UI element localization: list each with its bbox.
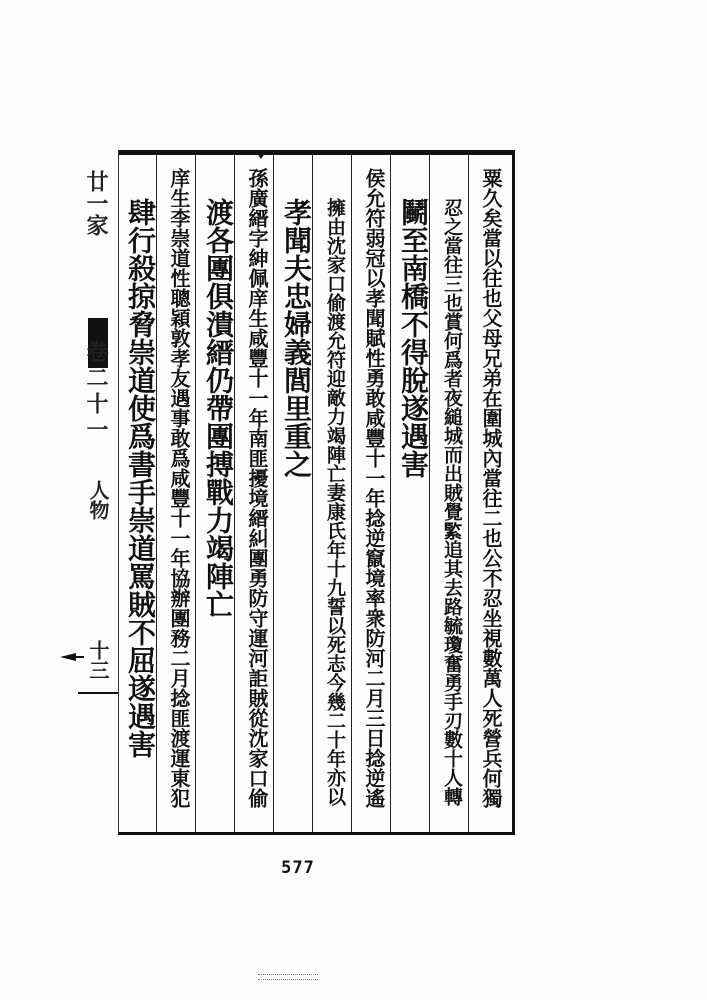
fold-volume: 卷二十一 [83, 340, 109, 444]
text-column-3: 鬭至南橋不得脫遂遇害 [397, 198, 430, 478]
text-column-9: 庠生李崇道性聰穎敦孝友遇事敢爲咸豐十一年協辦團務二月捻匪渡運東犯 [167, 168, 191, 808]
fold-page-label: 十三 [86, 640, 110, 680]
frame-top-border [90, 150, 515, 155]
fold-arrow-icon [60, 652, 84, 662]
footer-scan-mark [258, 974, 318, 980]
column-marker-icon [255, 150, 267, 159]
frame-bottom-border [78, 832, 513, 835]
fold-title: 廿一家 [83, 170, 109, 236]
frame-right-border [512, 150, 515, 835]
text-column-7: 孫廣縉字紳佩庠生咸豐十一年南匪擾境縉糾團勇防守運河詎賊從沈家口偷 [245, 168, 269, 808]
text-column-2: 忍之當往三也賞何爲者夜縋城而出賊覺𦂳追其去路毓瓊奮勇手刃數十人轉 [441, 198, 463, 806]
page-number: 577 [281, 858, 315, 878]
text-column-8: 渡各團俱潰縉仍帶團搏戰力竭陣亡 [202, 198, 235, 618]
text-column-6: 孝聞夫忠婦義閭里重之 [280, 198, 313, 478]
text-column-5: 擁由沈家口偷渡允符迎敵力竭陣亡妻康氏年十九誓以死志今幾二十年亦以 [324, 198, 346, 806]
fold-section: 人物 [86, 480, 110, 520]
text-column-4: 侯允符弱冠以孝聞賦性勇敢咸豐十一年捻逆竄境率衆防河二月三日捻逆遙 [362, 168, 386, 808]
fold-rule [78, 692, 118, 694]
text-column-1: 粟久矣當以往也父母兄弟在圍城內當往二也公不忍坐視數萬人死營兵何獨 [479, 168, 503, 808]
text-column-10: 肆行殺掠脅崇道使爲書手崇道罵賊不屈遂遇害 [124, 198, 157, 758]
